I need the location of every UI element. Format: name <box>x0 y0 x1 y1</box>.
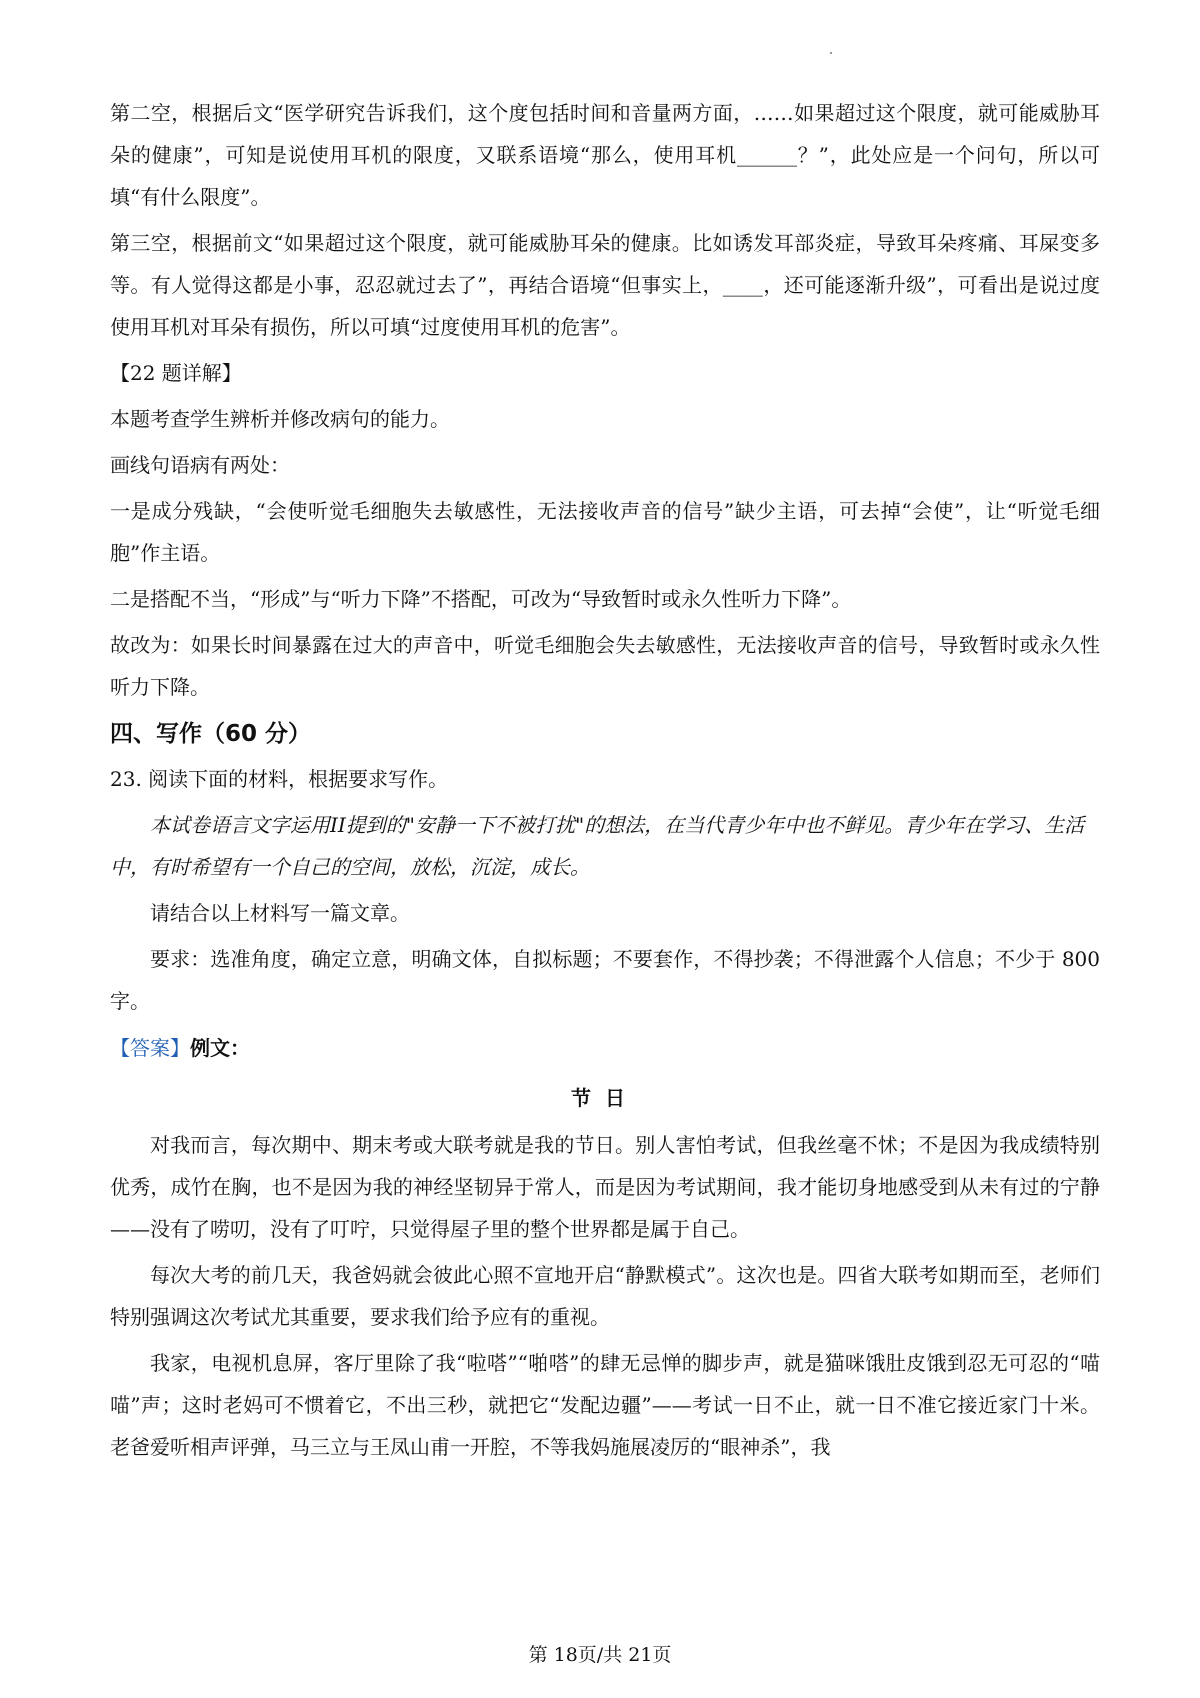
q22-error-1: 一是成分残缺，“会使听觉毛细胞失去敏感性，无法接收声音的信号”缺少主语，可去掉“会使”，让“听觉毛细胞”作主语。 <box>110 499 1100 565</box>
essay-paragraph-1: 对我而言，每次期中、期末考或大联考就是我的节日。别人害怕考试，但我丝毫不怵；不是因为我成绩特别优秀，成竹在胸，也不是因为我的神经坚韧异于常人，而是因为考试期间，我才能切身地感受到从未有过的宁静——没有了唠叨，没有了叮咛，只觉得屋子里的整个世界都是属于自己。 <box>110 1133 1100 1241</box>
paragraph-blank-3: 第三空，根据前文“如果超过这个限度，就可能威胁耳朵的健康。比如诱发耳部炎症，导致耳朵疼痛、耳屎变多等。有人觉得这都是小事，忍忍就过去了”，再结合语境“但事实上，____，还可能逐渐升级”，可看出是说过度使用耳机对耳朵有损伤，所以可填“过度使用耳机的危害”。 <box>110 231 1100 339</box>
essay-paragraph-2: 每次大考的前几天，我爸妈就会彼此心照不宣地开启“静默模式”。这次也是。四省大联考如期而至，老师们特别强调这次考试尤其重要，要求我们给予应有的重视。 <box>110 1263 1100 1329</box>
writing-material: 本试卷语言文字运用II提到的"安静一下不被打扰"的想法，在当代青少年中也不鲜见。青少年在学习、生活中，有时希望有一个自己的空间，放松，沉淀，成长。 <box>110 813 1085 879</box>
scan-dot <box>830 52 832 54</box>
document-page <box>110 92 1100 1472</box>
page-footer: 第 18页/共 21页 <box>528 1644 672 1666</box>
q22-corrected: 故改为：如果长时间暴露在过大的声音中，听觉毛细胞会失去敏感性，无法接收声音的信号，导致暂时或永久性听力下降。 <box>110 633 1100 699</box>
answer-tag: 【答案】 <box>110 1036 190 1060</box>
q22-intro: 本题考查学生辨析并修改病句的能力。 <box>110 407 450 431</box>
paragraph-blank-2: 第二空，根据后文“医学研究告诉我们，这个度包括时间和音量两方面，……如果超过这个限度，就可能威胁耳朵的健康”，可知是说使用耳机的限度，又联系语境“那么，使用耳机______？”，此处应是一个问句，所以可填“有什么限度”。 <box>110 101 1100 209</box>
essay-title: 节日 <box>571 1086 639 1110</box>
writing-prompt: 请结合以上材料写一篇文章。 <box>150 901 410 925</box>
answer-line <box>110 1026 1100 1070</box>
q22-error-2: 二是搭配不当，“形成”与“听力下降”不搭配，可改为“导致暂时或永久性听力下降”。 <box>110 587 852 611</box>
writing-requirement: 要求：选准角度，确定立意，明确文体，自拟标题；不要套作，不得抄袭；不得泄露个人信息；不少于 800 字。 <box>110 947 1100 1013</box>
answer-label: 例文： <box>190 1036 250 1060</box>
essay-paragraph-3: 我家，电视机息屏，客厅里除了我“啦嗒”“啪嗒”的肆无忌惮的脚步声，就是猫咪饿肚皮饿到忍无可忍的“喵喵”声；这时老妈可不惯着它，不出三秒，就把它“发配边疆”——考试一日不止，就一日不准它接近家门十米。老爸爱听相声评弹，马三立与王凤山甫一开腔，不等我妈施展凌厉的“眼神杀”，我 <box>110 1351 1100 1459</box>
question-23: 23. 阅读下面的材料，根据要求写作。 <box>110 767 449 791</box>
section-heading-writing: 四、写作（60 分） <box>110 721 312 747</box>
q22-errors-intro: 画线句语病有两处： <box>110 453 290 477</box>
q22-label: 【22 题详解】 <box>110 361 242 385</box>
